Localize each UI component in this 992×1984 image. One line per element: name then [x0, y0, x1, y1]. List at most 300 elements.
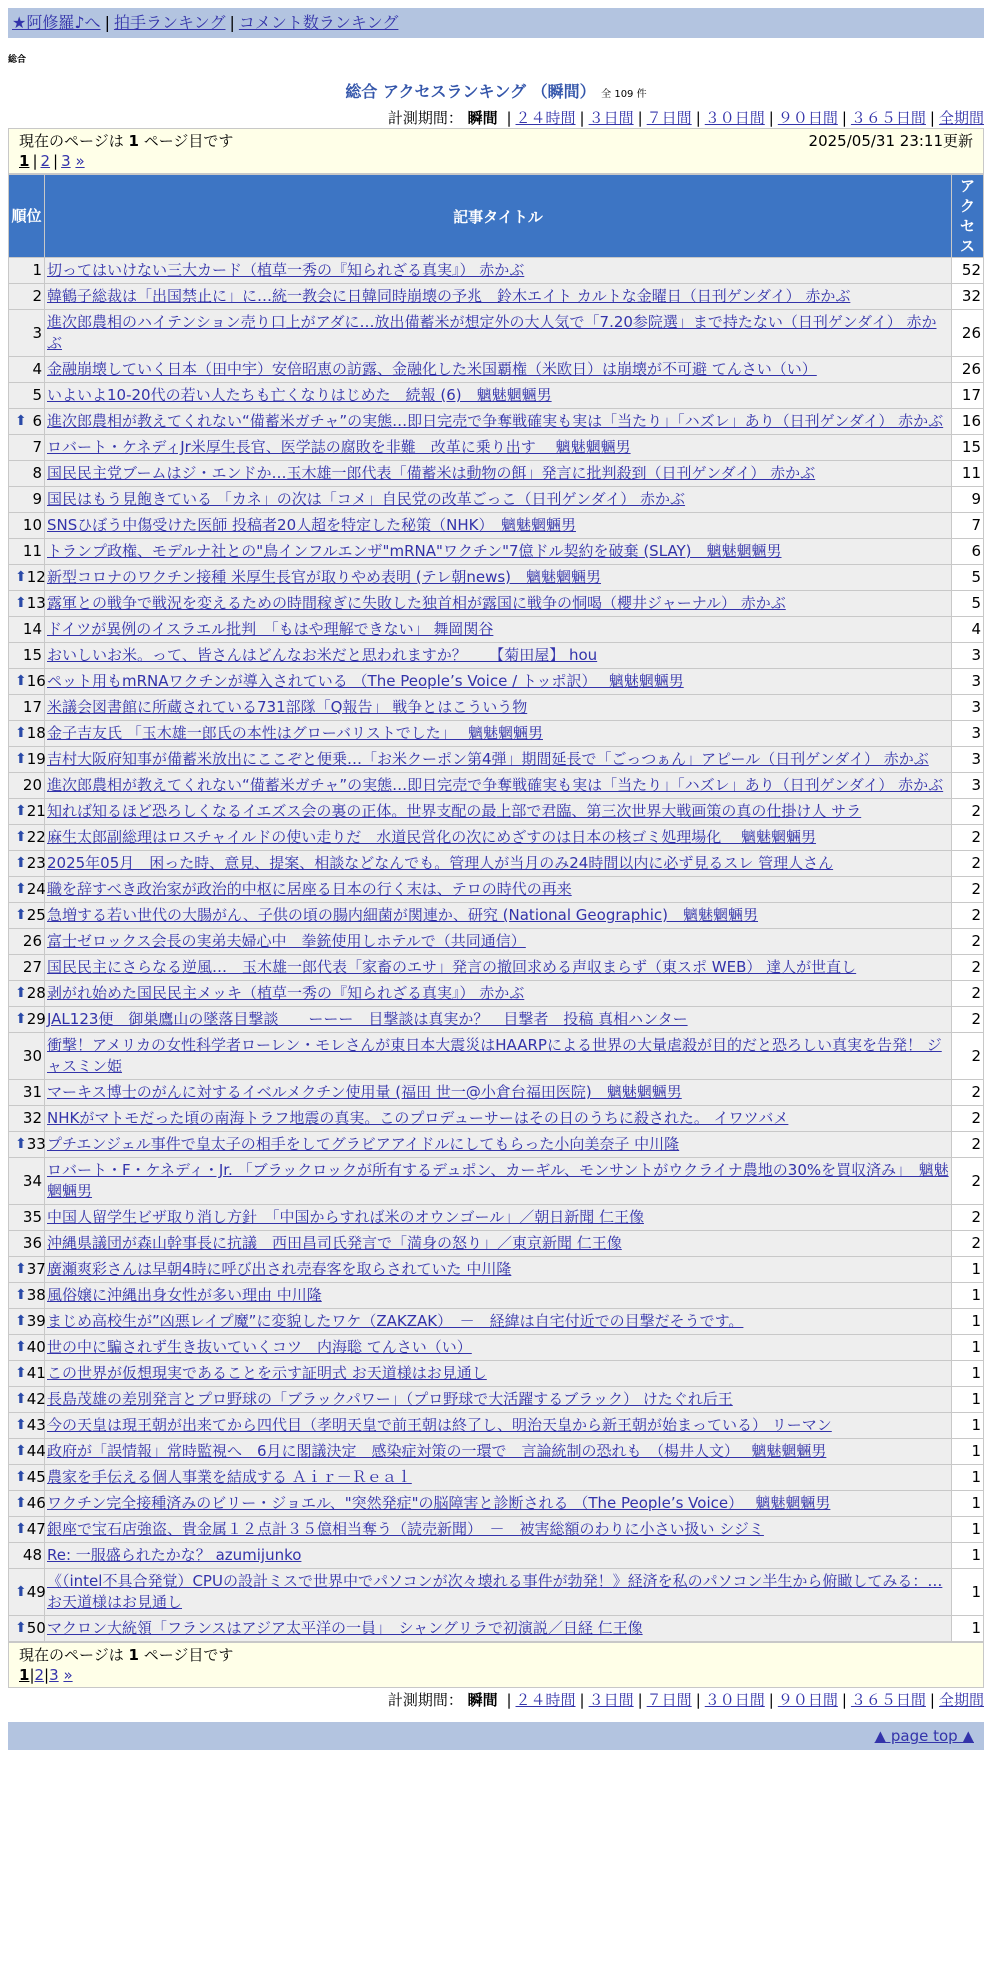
table-row — [9, 1387, 984, 1413]
table-row — [9, 721, 984, 747]
access-count: 3 — [952, 747, 984, 773]
article-link[interactable]: 金融崩壊していく日本（田中宇）安倍昭恵の訪露、金融化した米国覇権（米欧日）は崩壊が不可避 てんさい（い） — [47, 360, 817, 378]
rank-cell — [9, 721, 45, 747]
period-link[interactable]: ９０日間 — [777, 109, 838, 127]
access-count: 2 — [952, 1106, 984, 1132]
access-count: 3 — [952, 669, 984, 695]
rank-cell — [9, 1132, 45, 1158]
rank-cell — [9, 799, 45, 825]
rank-cell — [9, 1387, 45, 1413]
title-cell — [45, 1106, 952, 1132]
next-page-link[interactable]: » — [63, 1666, 73, 1684]
access-count: 1 — [952, 1491, 984, 1517]
period-link[interactable]: 全期間 — [938, 1691, 984, 1709]
table-row — [9, 1132, 984, 1158]
article-link[interactable]: 吉村大阪府知事が備蓄米放出にここぞと便乗…「お米クーポン第4弾」期間延長で「ごっつぁん」アピール（日刊ゲンダイ） 赤かぶ — [47, 750, 929, 768]
article-link[interactable]: 銀座で宝石店強盗、貴金属１２点計３５億相当奪う（読売新聞） － 被害総額のわりに小さい扱い シジミ — [47, 1520, 764, 1538]
page-link[interactable]: 1 — [19, 152, 30, 170]
rank-cell — [9, 1439, 45, 1465]
title-cell — [45, 1158, 952, 1205]
article-link[interactable]: 今の天皇は現王朝が出来てから四代目（孝明天皇で前王朝は終了し、明治天皇から新王朝が始まっている） リーマン — [47, 1416, 832, 1434]
period-link[interactable]: ２４時間 — [515, 1691, 576, 1709]
access-count: 2 — [952, 981, 984, 1007]
access-count: 6 — [952, 539, 984, 565]
article-link[interactable]: 廣瀬爽彩さんは早朝4時に呼び出され売春客を取らされていた 中川隆 — [47, 1260, 512, 1278]
rank-number: 25 — [26, 906, 46, 924]
title-cell — [45, 851, 952, 877]
title-cell — [45, 357, 952, 383]
rank-number: 30 — [22, 1046, 42, 1065]
access-count: 1 — [952, 1335, 984, 1361]
rank-up-icon: ⬆ — [15, 413, 27, 429]
rank-up-icon: ⬆ — [15, 1583, 27, 1600]
article-link[interactable]: 長島茂雄の差別発言とプロ野球の「ブラックパワー」（プロ野球で大活躍するブラック） けたぐれ后王 — [47, 1390, 733, 1408]
rank-up-icon: ⬆ — [15, 1620, 27, 1636]
title-cell — [45, 513, 952, 539]
title-cell — [45, 1257, 952, 1283]
period-link[interactable]: ３６５日間 — [850, 109, 926, 127]
article-link[interactable]: 職を辞すべき政治家が政治的中枢に居座る日本の行く末は、テロの時代の再来 — [47, 880, 572, 898]
rank-number: 9 — [32, 490, 42, 508]
period-link[interactable]: ３６５日間 — [850, 1691, 926, 1709]
rank-up-icon: ⬆ — [15, 1521, 27, 1537]
title-cell — [45, 643, 952, 669]
table-row — [9, 1205, 984, 1231]
page-link[interactable]: 2 — [40, 152, 51, 170]
access-count: 2 — [952, 799, 984, 825]
article-link[interactable]: ロバート・ケネディJr米厚生長官、医学誌の腐敗を非難 改革に乗り出す 魑魅魍魎男 — [47, 438, 631, 456]
table-row — [9, 591, 984, 617]
access-count: 1 — [952, 1465, 984, 1491]
rank-cell — [9, 258, 45, 284]
article-link[interactable]: 国民民主党ブームはジ・エンドか…玉木雄一郎代表「備蓄米は動物の餌」発言に批判殺到（日刊ゲンダイ） 赤かぶ — [47, 464, 816, 482]
period-label: 計測期間： — [387, 1691, 463, 1709]
rank-up-icon: ⬆ — [15, 1495, 27, 1511]
title-cell — [45, 284, 952, 310]
rank-up-icon: ⬆ — [15, 1469, 27, 1485]
table-row — [9, 1543, 984, 1569]
top-nav — [8, 8, 984, 38]
title-cell — [45, 695, 952, 721]
title-header: 記事タイトル — [45, 175, 952, 258]
title-cell — [45, 1491, 952, 1517]
rank-cell — [9, 1007, 45, 1033]
access-count: 5 — [952, 591, 984, 617]
rank-number: 50 — [26, 1619, 46, 1637]
period-link[interactable]: ７日間 — [646, 109, 692, 127]
rank-cell — [9, 461, 45, 487]
article-link[interactable]: この世界が仮想現実であることを示す証明式 お天道様はお見通し — [47, 1364, 487, 1382]
title-cell — [45, 1231, 952, 1257]
ranking-table — [8, 174, 984, 1642]
article-link[interactable]: マクロン大統領「フランスはアジア太平洋の一員」 シャングリラで初演説／日経 仁王像 — [47, 1619, 643, 1637]
title-cell — [45, 747, 952, 773]
table-row — [9, 565, 984, 591]
period-link[interactable]: ９０日間 — [777, 1691, 838, 1709]
rank-number: 20 — [22, 776, 42, 794]
title-cell — [45, 981, 952, 1007]
access-count: 1 — [952, 1439, 984, 1465]
separator: | — [44, 1666, 50, 1684]
rank-number: 6 — [32, 412, 42, 430]
rank-cell — [9, 357, 45, 383]
article-link[interactable]: 政府が「誤情報」常時監視へ 6月に閣議決定 感染症対策の一環で 言論統制の恐れも （楊井人文） 魑魅魍魎男 — [47, 1442, 827, 1460]
table-row — [9, 1080, 984, 1106]
table-row — [9, 1106, 984, 1132]
rank-up-icon: ⬆ — [15, 1391, 27, 1407]
current-page-text: 現在のページは 1 ページ目です — [19, 1646, 234, 1664]
title-cell — [45, 773, 952, 799]
rank-number: 31 — [22, 1083, 42, 1101]
access-count: 7 — [952, 513, 984, 539]
table-row — [9, 1309, 984, 1335]
rank-up-icon: ⬆ — [15, 881, 27, 897]
access-count: 2 — [952, 1080, 984, 1106]
rank-cell — [9, 435, 45, 461]
table-row — [9, 258, 984, 284]
article-link[interactable]: 2025年05月 困った時、意見、提案、相談などなんでも。管理人が当月のみ24時間以内に必ず見るスレ 管理人さん — [47, 854, 834, 872]
rank-up-icon: ⬆ — [15, 1287, 27, 1303]
table-row — [9, 877, 984, 903]
rank-cell — [9, 539, 45, 565]
article-link[interactable]: 新型コロナのワクチン接種 米厚生長官が取りやめ表明 (テレ朝news) 魑魅魍魎男 — [47, 568, 602, 586]
period-selector-top — [8, 108, 984, 128]
article-link[interactable]: 世の中に騙されず生き抜いていくコツ 内海聡 てんさい（い） — [47, 1338, 472, 1356]
rank-cell — [9, 1158, 45, 1205]
rank-cell — [9, 487, 45, 513]
total-count: 全 109 件 — [601, 89, 647, 100]
title-cell — [45, 1132, 952, 1158]
rank-number: 4 — [32, 360, 42, 378]
article-link[interactable]: ロバート・F・ケネディ・Jr. 「ブラックロックが所有するデュポン、カーギル、モンサントがウクライナ農地の30%を買収済み」 魑魅魍魎男 — [47, 1161, 949, 1200]
rank-cell — [9, 643, 45, 669]
article-link[interactable]: 金子吉友氏 「玉木雄一郎氏の本性はグローバリストでした」 魑魅魍魎男 — [47, 724, 543, 742]
rank-up-icon: ⬆ — [15, 1313, 27, 1329]
access-count: 1 — [952, 1569, 984, 1616]
article-link[interactable]: トランプ政権、モデルナ社との"鳥インフルエンザ"mRNA"ワクチン"7億ドル契約を破棄 (SLAY) 魑魅魍魎男 — [47, 542, 782, 560]
period-link[interactable]: 全期間 — [938, 109, 984, 127]
rank-up-icon: ⬆ — [15, 1136, 27, 1152]
clap-ranking-link[interactable]: 拍手ランキング — [113, 13, 226, 32]
access-count: 3 — [952, 643, 984, 669]
article-link[interactable]: おいしいお米。って、皆さんはどんなお米だと思われますか？ 【菊田屋】 hou — [47, 646, 598, 664]
table-row — [9, 1007, 984, 1033]
table-row — [9, 1569, 984, 1616]
article-link[interactable]: いよいよ10-20代の若い人たちも亡くなりはじめた 続報 (6) 魑魅魍魎男 — [47, 386, 552, 404]
rank-cell — [9, 1361, 45, 1387]
access-count: 11 — [952, 461, 984, 487]
rank-cell — [9, 565, 45, 591]
table-row — [9, 981, 984, 1007]
rank-number: 29 — [26, 1010, 46, 1028]
title-cell — [45, 1007, 952, 1033]
table-row — [9, 1439, 984, 1465]
title-cell — [45, 1517, 952, 1543]
title-cell — [45, 461, 952, 487]
rank-number: 12 — [26, 568, 46, 586]
table-row — [9, 799, 984, 825]
period-link[interactable]: ３０日間 — [704, 109, 765, 127]
separator: | — [637, 1691, 643, 1709]
access-count: 2 — [952, 1231, 984, 1257]
page-link[interactable]: 3 — [49, 1666, 59, 1684]
access-count: 26 — [952, 357, 984, 383]
page-link[interactable]: 3 — [61, 152, 71, 170]
title-cell — [45, 1361, 952, 1387]
article-link[interactable]: 韓鶴子総裁は「出国禁止に」に…統一教会に日韓同時崩壊の予兆 鈴木エイト カルトな金曜日（日刊ゲンダイ） 赤かぶ — [47, 287, 851, 305]
rank-cell — [9, 1465, 45, 1491]
rank-cell — [9, 1283, 45, 1309]
rank-up-icon: ⬆ — [15, 985, 27, 1001]
rank-number: 8 — [32, 464, 42, 482]
access-count: 1 — [952, 1543, 984, 1569]
article-link[interactable]: 中国人留学生ビザ取り消し方針 「中国からすれば米のオウンゴール」／朝日新聞 仁王像 — [47, 1208, 644, 1226]
title-cell — [45, 1309, 952, 1335]
rank-number: 38 — [26, 1286, 46, 1304]
rank-number: 19 — [26, 750, 46, 768]
rank-number: 32 — [22, 1109, 42, 1127]
access-count: 1 — [952, 1361, 984, 1387]
rank-number: 33 — [26, 1135, 46, 1153]
rank-number: 17 — [22, 698, 42, 716]
next-page-link[interactable]: » — [75, 152, 85, 170]
page-link[interactable]: 2 — [34, 1666, 45, 1684]
separator: | — [695, 109, 701, 127]
title-cell — [45, 565, 952, 591]
access-count: 4 — [952, 617, 984, 643]
article-link[interactable]: マーキス博士のがんに対するイベルメクチン使用量 (福田 世一@小倉台福田医院) 魑魅魍魎男 — [47, 1083, 682, 1101]
separator: | — [29, 1666, 35, 1684]
separator: | — [695, 1691, 701, 1709]
rank-number: 14 — [22, 620, 42, 638]
period-link[interactable]: ７日間 — [646, 1691, 692, 1709]
page-info-bottom — [8, 1642, 984, 1688]
article-link[interactable]: 国民はもう見飽きている 「カネ」の次は「コメ」自民党の改革ごっこ（日刊ゲンダイ） 赤かぶ — [47, 490, 686, 508]
period-link[interactable]: ３日間 — [588, 109, 634, 127]
article-link[interactable]: ワクチン完全接種済みのビリー・ジョエル、"突然発症"の脳障害と診断される （The People’s Voice） 魑魅魍魎男 — [47, 1494, 831, 1512]
separator: | — [229, 13, 235, 32]
pagination — [19, 151, 973, 171]
table-row — [9, 1158, 984, 1205]
table-row — [9, 310, 984, 357]
rank-number: 13 — [26, 594, 46, 612]
access-count: 2 — [952, 877, 984, 903]
article-link[interactable]: 富士ゼロックス会長の実弟夫婦心中 拳銃使用しホテルで（共同通信） — [47, 932, 526, 950]
rank-number: 43 — [26, 1416, 46, 1434]
access-count: 2 — [952, 955, 984, 981]
rank-number: 36 — [22, 1234, 42, 1252]
article-link[interactable]: 衝撃！アメリカの女性科学者ローレン・モレさんが東日本大震災はHAARPによる世界の大量虐殺が目的だと恐ろしい真実を告発！ ジャスミン姫 — [47, 1036, 942, 1075]
article-link[interactable]: 切ってはいけない三大カード（植草一秀の『知られざる真実』） 赤かぶ — [47, 261, 525, 279]
period-link[interactable]: ３０日間 — [704, 1691, 765, 1709]
access-count: 5 — [952, 565, 984, 591]
table-row — [9, 487, 984, 513]
title-cell — [45, 383, 952, 409]
title-cell — [45, 1465, 952, 1491]
table-row — [9, 1335, 984, 1361]
rank-cell — [9, 513, 45, 539]
rank-number: 27 — [22, 958, 42, 976]
rank-cell — [9, 955, 45, 981]
article-link[interactable]: 国民民主にさらなる逆風… 玉木雄一郎代表「家畜のエサ」発言の撤回求める声収まらず（東スポ WEB） 達人が世直し — [47, 958, 857, 976]
title-cell — [45, 591, 952, 617]
table-row — [9, 773, 984, 799]
table-row — [9, 284, 984, 310]
access-count: 17 — [952, 383, 984, 409]
title-cell — [45, 1543, 952, 1569]
article-link[interactable]: 露軍との戦争で戦況を変えるための時間稼ぎに失敗した独首相が露国に戦争の恫喝（櫻井ジャーナル） 赤かぶ — [47, 594, 786, 612]
rank-cell — [9, 1080, 45, 1106]
article-link[interactable]: 《（intel不具合発覚）CPUの設計ミスで世界中でパソコンが次々壊れる事件が勃発！》経済を私のパソコン半生から俯瞰してみる：… お天道様はお見通し — [47, 1572, 943, 1611]
rank-number: 28 — [26, 984, 46, 1002]
table-row — [9, 929, 984, 955]
page-link[interactable]: 1 — [19, 1666, 30, 1684]
article-link[interactable]: ペット用もmRNAワクチンが導入されている （The People’s Voice / トッポ訳） 魑魅魍魎男 — [47, 672, 684, 690]
table-row — [9, 643, 984, 669]
rank-up-icon: ⬆ — [15, 829, 27, 845]
rank-number: 42 — [26, 1390, 46, 1408]
article-link[interactable]: プチエンジェル事件で皇太子の相手をしてグラビアアイドルにしてもらった小向美奈子 中川隆 — [47, 1135, 680, 1153]
table-row — [9, 1033, 984, 1080]
article-link[interactable]: NHKがマトモだった頃の南海トラフ地震の真実。このプロデューサーはその日のうちに殺された。 イワツバメ — [47, 1109, 789, 1127]
article-link[interactable]: ドイツが異例のイスラエル批判 「もはや理解できない」 舞岡関谷 — [47, 620, 494, 638]
page-top-link[interactable]: ▲ page top ▲ — [874, 1727, 974, 1745]
access-count: 2 — [952, 825, 984, 851]
access-count: 2 — [952, 851, 984, 877]
title-cell — [45, 1413, 952, 1439]
rank-number: 16 — [26, 672, 46, 690]
rank-cell — [9, 284, 45, 310]
period-link[interactable]: ３日間 — [588, 1691, 634, 1709]
title-cell — [45, 799, 952, 825]
access-count: 32 — [952, 284, 984, 310]
table-row — [9, 513, 984, 539]
rank-cell — [9, 310, 45, 357]
rank-cell — [9, 1106, 45, 1132]
separator: | — [579, 1691, 585, 1709]
title-cell — [45, 1616, 952, 1642]
title-cell — [45, 1205, 952, 1231]
table-row — [9, 1257, 984, 1283]
rank-up-icon: ⬆ — [15, 855, 27, 871]
access-count: 2 — [952, 1132, 984, 1158]
table-row — [9, 1491, 984, 1517]
access-count: 2 — [952, 1007, 984, 1033]
rank-number: 34 — [22, 1171, 42, 1190]
article-link[interactable]: 農家を手伝える個人事業を結成する Ａｉｒ－Ｒｅａｌ — [47, 1468, 412, 1486]
table-row — [9, 1283, 984, 1309]
title-cell — [45, 903, 952, 929]
access-count: 2 — [952, 929, 984, 955]
rank-cell — [9, 1543, 45, 1569]
article-link[interactable]: JAL123便 御巣鷹山の墜落目撃談 ーーー 目撃談は真実か？ 目撃者 投稿 真相ハンター — [47, 1010, 688, 1028]
article-link[interactable]: 沖縄県議団が森山幹事長に抗議 西田昌司氏発言で「満身の怒り」／東京新聞 仁王像 — [47, 1234, 622, 1252]
table-row — [9, 669, 984, 695]
article-link[interactable]: 知れば知るほど恐ろしくなるイエズス会の裏の正体。世界支配の最上部で君臨、第三次世界大戦画策の真の仕掛け人 サラ — [47, 802, 862, 820]
rank-number: 24 — [26, 880, 46, 898]
rank-header: 順位 — [9, 175, 45, 258]
separator: | — [506, 1691, 512, 1709]
title-cell — [45, 258, 952, 284]
table-row — [9, 1465, 984, 1491]
table-row — [9, 1361, 984, 1387]
rank-up-icon: ⬆ — [15, 751, 27, 767]
article-link[interactable]: 急増する若い世代の大腸がん、子供の頃の腸内細菌が関連か、研究 (National Geographic) 魑魅魍魎男 — [47, 906, 759, 924]
title-cell — [45, 721, 952, 747]
access-count: 3 — [952, 695, 984, 721]
rank-number: 47 — [26, 1520, 46, 1538]
rank-up-icon: ⬆ — [15, 1365, 27, 1381]
rank-number: 15 — [22, 646, 42, 664]
article-link[interactable]: Re: 一服盛られたかな？ azumijunko — [47, 1546, 302, 1564]
separator: | — [929, 109, 935, 127]
title-cell — [45, 877, 952, 903]
article-link[interactable]: 剥がれ始めた国民民主メッキ（植草一秀の『知られざる真実』） 赤かぶ — [47, 984, 525, 1002]
title-cell — [45, 435, 952, 461]
table-row — [9, 409, 984, 435]
title-cell — [45, 1387, 952, 1413]
article-link[interactable]: SNSひぼう中傷受けた医師 投稿者20人超を特定した秘策（NHK） 魑魅魍魎男 — [47, 516, 576, 534]
article-link[interactable]: まじめ高校生が”凶悪レイプ魔”に変貌したワケ（ZAKZAK） － 経緯は自宅付近での目撃だそうです。 — [47, 1312, 744, 1330]
title-cell — [45, 539, 952, 565]
rank-number: 22 — [26, 828, 46, 846]
article-link[interactable]: 米議会図書館に所蔵されている731部隊「Q報告」 戦争とはこういう物 — [47, 698, 528, 716]
table-row — [9, 435, 984, 461]
table-row — [9, 1517, 984, 1543]
rank-up-icon: ⬆ — [15, 1443, 27, 1459]
rank-up-icon: ⬆ — [15, 803, 27, 819]
separator: | — [53, 152, 59, 170]
rank-up-icon: ⬆ — [15, 673, 27, 689]
table-row — [9, 461, 984, 487]
access-count: 1 — [952, 1517, 984, 1543]
title-cell — [45, 955, 952, 981]
rank-cell — [9, 825, 45, 851]
table-row — [9, 851, 984, 877]
home-link[interactable]: ★阿修羅♪へ — [12, 13, 101, 32]
separator: | — [768, 109, 774, 127]
period-selector-bottom — [8, 1690, 984, 1710]
rank-cell — [9, 773, 45, 799]
article-link[interactable]: 進次郎農相が教えてくれない“備蓄米ガチャ”の実態…即日完売で争奪戦確実も実は「当たり」「ハズレ」あり（日刊ゲンダイ） 赤かぶ — [47, 776, 944, 794]
rank-cell — [9, 669, 45, 695]
article-link[interactable]: 風俗嬢に沖縄出身女性が多い理由 中川隆 — [47, 1286, 322, 1304]
table-row — [9, 1231, 984, 1257]
article-link[interactable]: 進次郎農相が教えてくれない“備蓄米ガチャ”の実態…即日完売で争奪戦確実も実は「当たり」「ハズレ」あり（日刊ゲンダイ） 赤かぶ — [47, 412, 944, 430]
rank-cell — [9, 851, 45, 877]
table-row — [9, 695, 984, 721]
rank-number: 2 — [32, 287, 42, 305]
current-page-text: 現在のページは 1 ページ目です — [19, 132, 234, 150]
article-link[interactable]: 進次郎農相のハイテンション売り口上がアダに…放出備蓄米が想定外の大人気で「7.20参院選」まで持たない（日刊ゲンダイ） 赤かぶ — [47, 313, 937, 352]
rank-number: 45 — [26, 1468, 46, 1486]
article-link[interactable]: 麻生太郎副総理はロスチャイルドの使い走りだ 水道民営化の次にめざすのは日本の核ゴミ処理場化 魑魅魍魎男 — [47, 828, 817, 846]
period-link[interactable]: ２４時間 — [515, 109, 576, 127]
access-count: 16 — [952, 409, 984, 435]
access-count: 52 — [952, 258, 984, 284]
access-count: 9 — [952, 487, 984, 513]
rank-cell — [9, 747, 45, 773]
table-row — [9, 357, 984, 383]
rank-number: 37 — [26, 1260, 46, 1278]
rank-up-icon: ⬆ — [15, 1011, 27, 1027]
rank-cell — [9, 877, 45, 903]
comment-ranking-link[interactable]: コメント数ランキング — [238, 13, 399, 32]
rank-cell — [9, 1309, 45, 1335]
access-count: 15 — [952, 435, 984, 461]
access-count: 2 — [952, 1205, 984, 1231]
period-current: 瞬間 — [467, 1691, 498, 1709]
